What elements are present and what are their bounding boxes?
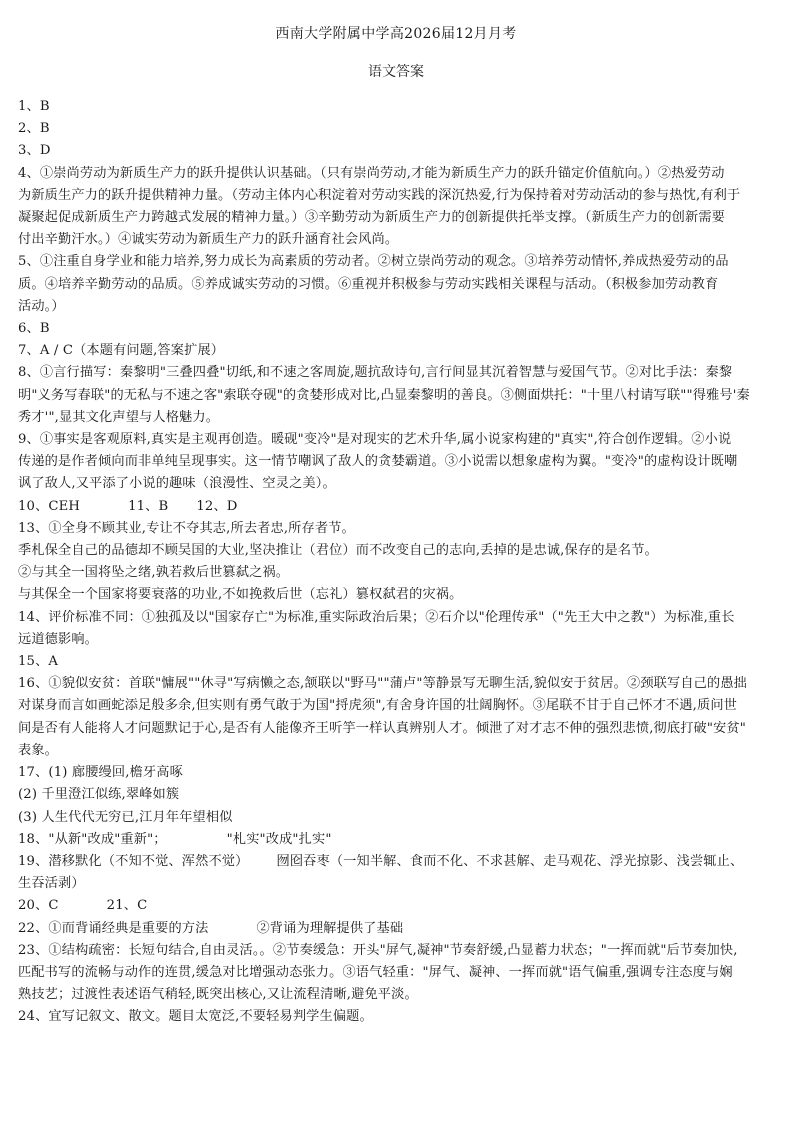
answer-10: 10、CEH (18, 498, 81, 514)
answer-19-part-1: 19、潜移默化（不知不觉、浑然不觉） (18, 853, 249, 869)
answer-line: 明"义务写春联"的无私与不速之客"索联夺砚"的贪婪形成对比,凸显秦黎明的善良。③侧面烘托："十里八村请写联""得雅号'秦 (18, 387, 750, 403)
answer-line: 为新质生产力的跃升提供精神力量。（劳动主体内心积淀着对劳动实践的深沉热爱,行为保持着对劳动活动的参与热忱,有利于 (18, 187, 741, 203)
answer-20: 20、C (18, 898, 59, 914)
answer-22-part-2: ②背诵为理解提供了基础 (256, 920, 404, 936)
answer-line: 14、评价标准不同：①独孤及以"国家存亡"为标准,重实际政治后果；②石介以"伦理传承"（"先王大中之教"）为标准,重长 (18, 609, 735, 625)
answer-row-18 (18, 829, 774, 851)
answer-line: 匹配书写的流畅与动作的连贯,缓急对比增强动态张力。③语气轻重："屏气、凝神、一挥而就"语气偏重,强调专注态度与娴 (18, 964, 733, 980)
answer-line: 13、①全身不顾其业,专让不夺其志,所去者忠,所存者节。 (18, 520, 355, 536)
answer-line: 17、(1) 廊腰缦回,檐牙高啄 (18, 765, 183, 781)
answer-line: 3、D (18, 143, 51, 159)
answer-line: 季札保全自己的品德却不顾吴国的大业,坚决推让（君位）而不改变自己的志向,丢掉的是忠诚,保存的是名节。 (18, 543, 658, 559)
answer-line: 2、B (18, 121, 50, 137)
answer-row-10-12 (18, 496, 774, 518)
answer-line: 表象。 (18, 742, 59, 758)
answer-line: 24、宜写记叙文、散文。题目太宽泛,不要轻易判学生偏题。 (18, 1009, 373, 1025)
answer-11: 11、B (128, 498, 169, 514)
answer-12: 12、D (196, 498, 238, 514)
answer-line: 7、A / C（本题有问题,答案扩展） (18, 343, 225, 359)
answer-18-part-1: 18、"从新"改成"重新"； (18, 831, 167, 847)
answer-line: 6、B (18, 321, 50, 337)
answer-line: 凝聚起促成新质生产力跨越式发展的精神力量。）③辛勤劳动为新质生产力的创新提供托举支撑。（新质生产力的创新需要 (18, 210, 726, 226)
page-subtitle: 语文答案 (368, 64, 424, 80)
page-title: 西南大学附属中学高2026届12月月考 (275, 26, 517, 42)
answer-line: 间是否有人能将人才问题默记于心,是否有人能像齐王听竽一样认真辨别人才。倾泄了对才志不伸的强烈悲愤,彻底打破"安贫" (18, 720, 746, 736)
answer-line: 付出辛勤汗水。）④诚实劳动为新质生产力的跃升涵育社会风尚。 (18, 232, 399, 248)
answer-line: 8、①言行描写：秦黎明"三叠四叠"切纸,和不速之客周旋,题抗敌诗句,言行间显其沉着智慧与爱国气节。②对比手法：秦黎 (18, 365, 733, 381)
answer-line: 秀才'",显其文化声望与人格魅力。 (18, 409, 220, 425)
answer-line: 熟技艺；过渡性表述语气稍轻,既突出核心,又让流程清晰,避免平淡。 (18, 987, 418, 1003)
answer-row-20-21 (18, 895, 774, 917)
answer-line: 质。④培养辛勤劳动的品质。⑤养成诚实劳动的习惯。⑥重视并积极参与劳动实践相关课程与活动。（积极参加劳动教育 (18, 276, 719, 292)
answer-line: 远道德影响。 (18, 631, 99, 647)
answer-line: 活动。） (18, 298, 65, 314)
answer-line: 传递的是作者倾向而非单纯呈现事实。这一情节嘲讽了敌人的贪婪霸道。③小说需以想象虚构为翼。"变冷"的虚构设计既嘲 (18, 454, 738, 470)
answer-row-19 (18, 851, 774, 873)
answer-line: 23、①结构疏密：长短句结合,自由灵活。。②节奏缓急：开头"屏气,凝神"节奏舒缓,凸显蓄力状态；"一挥而就"后节奏加快, (18, 942, 738, 958)
answer-line: 1、B (18, 99, 50, 114)
answer-line: 对谋身而言如画蛇添足般多余,但实则有勇气敢于为国"捋虎须",有舍身许国的壮阔胸怀。③尾联不甘于自己怀才不遇,质问世 (18, 698, 738, 714)
answer-line: 讽了敌人,又平添了小说的趣味（浪漫性、空灵之美）。 (18, 476, 336, 492)
answer-22-part-1: 22、①而背诵经典是重要的方法 (18, 920, 209, 936)
answer-row-22 (18, 918, 774, 940)
answer-line: 4、①崇尚劳动为新质生产力的跃升提供认识基础。（只有崇尚劳动,才能为新质生产力的跃升锚定价值航向。）②热爱劳动 (18, 165, 725, 181)
answer-line: 与其保全一个国家将要衰落的功业,不如挽救后世（忘礼）篡权弑君的灾祸。 (18, 587, 463, 603)
answer-line: 15、A (18, 654, 59, 670)
answers-body (18, 96, 774, 1029)
answer-line: 16、①貌似安贫：首联"慵展""休寻"写病懒之态,颔联以"野马""蒲卢"等静景写无聊生活,貌似安于贫居。②颈联写自己的愚拙 (18, 676, 748, 692)
answer-19-part-2: 囫囵吞枣（一知半解、食而不化、不求甚解、走马观花、浮光掠影、浅尝辄止、 (276, 853, 744, 869)
answer-18-part-2: "札实"改成"扎实" (226, 831, 332, 847)
answer-line: ②与其全一国将坠之绪,孰若救后世篡弑之祸。 (18, 565, 290, 581)
answer-line: 生吞活剥） (18, 876, 85, 892)
answer-21: 21、C (106, 898, 148, 914)
answer-line: (2) 千里澄江似练,翠峰如簇 (18, 787, 180, 803)
answer-line: 9、①事实是客观原料,真实是主观再创造。暖砚"变冷"是对现实的艺术升华,属小说家构建的"真实",符合创作逻辑。②小说 (18, 432, 732, 448)
answer-line: (3) 人生代代无穷已,江月年年望相似 (18, 809, 233, 825)
answer-line: 5、①注重自身学业和能力培养,努力成长为高素质的劳动者。②树立崇尚劳动的观念。③培养劳动情怀,养成热爱劳动的品 (18, 254, 729, 270)
